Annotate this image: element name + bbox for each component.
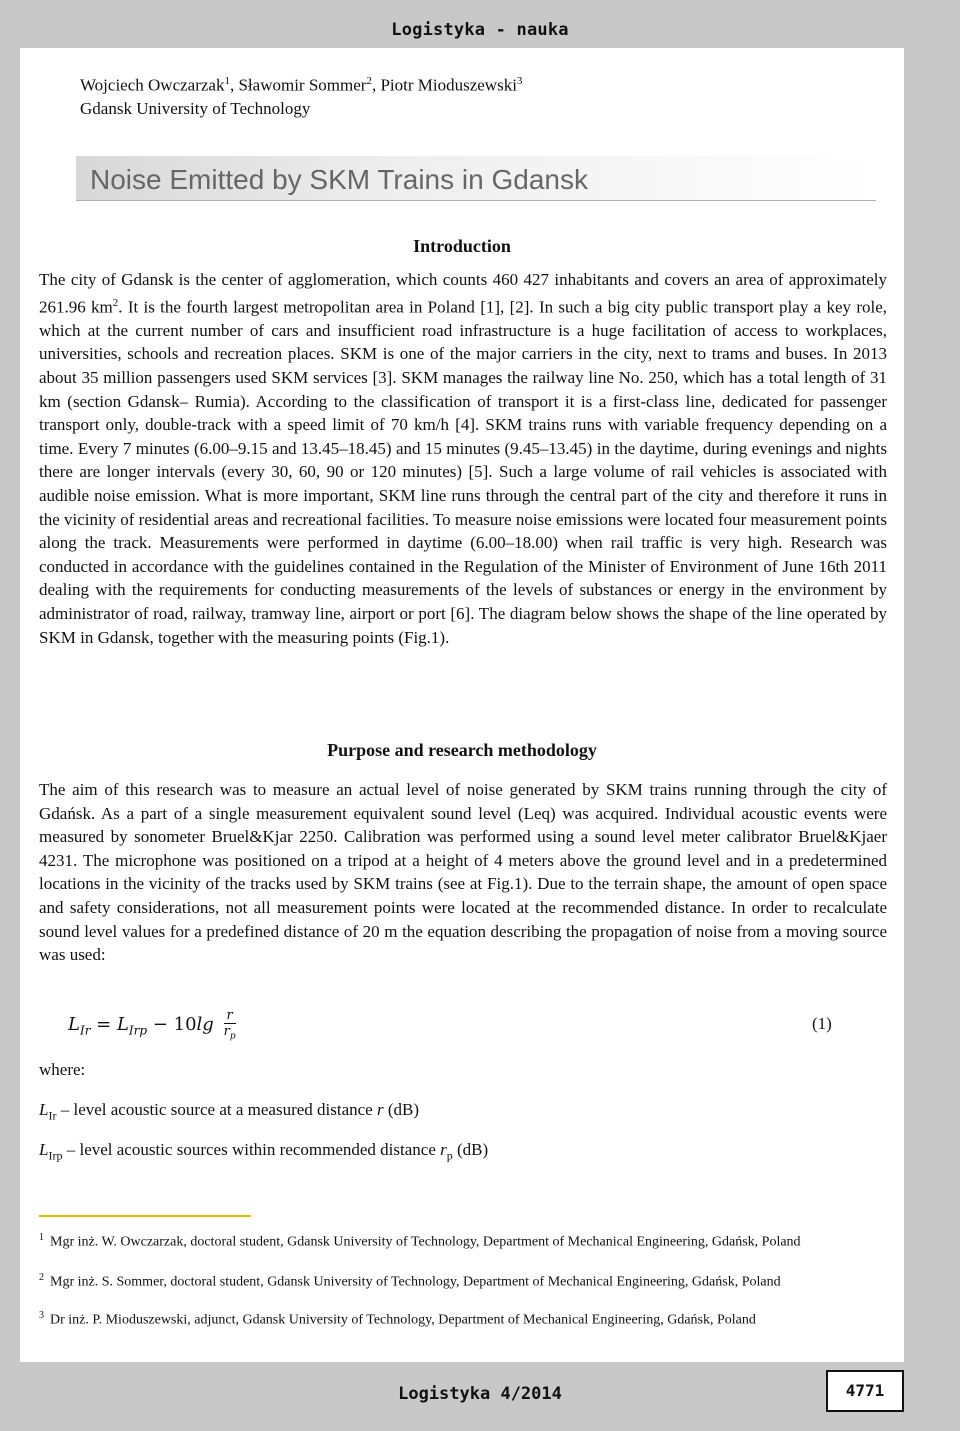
- intro-text: . It is the fourth largest metropolitan area in Poland [1], [2]. In such a big city public transport play a key role, which at the current number of cars and insufficient road infrastructure is a huge facilitation of access to workplaces, universities, schools and recreation places. SKM is one of the major carriers in the city, next to trams and buses. In 2013 about 35 million passengers used SKM services [3]. SKM manages the railway line No. 250, which has a total length of 31 km (section Gdansk– Rumia). According to the classification of transport it is a first-class line, dedicated for passenger transport only, double-track with a speed limit of 70 km/h [4]. SKM trains runs with variable frequency depending on a time. Every 7 minutes (6.00–9.15 and 13.45–18.45) and 15 minutes (9.45–13.45) in the daytime, during evenings and nights there are longer intervals (every 30, 60, 90 or 120 minutes) [5]. Such a large volume of rail vehicles is associated with audible noise emission. What is more important, SKM line runs through the central part of the city and therefore it runs in the vicinity of residential areas and recreational facilities. To measure noise emissions were located four measurement points along the track. Measurements were performed in daytime (6.00–18.00) when rail traffic is very high. Research was conducted in accordance with the guidelines contained in the Regulation of the Minister of Environment of June 16th 2011 dealing with the requirements for conducting measurements of the levels of substances or energy in the environment by administrator of road, railway, tramway line, airport or port [6]. The diagram below shows the shape of the line operated by SKM in Gdansk, together with the measuring points (Fig.1).: [39, 297, 887, 647]
- page-number: 4771: [826, 1370, 904, 1412]
- eq-subscript: Irp: [128, 1023, 148, 1038]
- intro-text: The city of Gdansk is the center of agglomeration, which counts 460 427 inhabitants and covers an area of approximately 261.96 km: [39, 270, 887, 317]
- where-label: where:: [39, 1060, 86, 1079]
- footnote-separator: [39, 1215, 251, 1217]
- author-name: Wojciech Owczarzak: [80, 75, 225, 95]
- superscript: 2: [112, 296, 119, 309]
- author-line: [80, 70, 522, 97]
- section-heading-methodology: Purpose and research methodology: [327, 740, 597, 760]
- author-name: , Piotr Mioduszewski: [371, 75, 517, 95]
- def-variable: r: [376, 1100, 384, 1119]
- footnote-text: Mgr inż. S. Sommer, doctoral student, Gdansk University of Technology, Department of Mechanical Engineering, Gdańsk, Poland: [50, 1274, 781, 1290]
- definition-2: [39, 1140, 488, 1163]
- footnote-text: Dr inż. P. Mioduszewski, adjunct, Gdansk University of Technology, Department of Mechanical Engineering, Gdańsk, Poland: [50, 1312, 756, 1328]
- eq-symbol: L: [68, 1013, 80, 1035]
- eq-subscript: p: [229, 1031, 236, 1042]
- footnote-text: Mgr inż. W. Owczarzak, doctoral student, Gdansk University of Technology, Department of Mechanical Engineering, Gdańsk, Poland: [50, 1234, 801, 1250]
- def-subscript: Irp: [48, 1148, 63, 1163]
- def-symbol: L: [39, 1140, 49, 1159]
- def-unit: (dB): [383, 1100, 420, 1119]
- footnote-number: 3: [39, 1310, 44, 1321]
- def-subscript: Ir: [48, 1108, 57, 1123]
- paper-title: Noise Emitted by SKM Trains in Gdansk: [90, 164, 588, 195]
- def-unit: (dB): [452, 1140, 489, 1159]
- footnote-number: 1: [39, 1232, 44, 1243]
- author-mark: 2: [366, 75, 372, 87]
- author-block: [80, 70, 522, 120]
- journal-header: [0, 0, 960, 48]
- footnote-2: [39, 1268, 887, 1292]
- eq-subscript: Ir: [79, 1023, 91, 1038]
- eq-fraction: [224, 1008, 236, 1042]
- eq-denominator: [224, 1024, 236, 1042]
- def-variable: r: [440, 1140, 447, 1159]
- definition-1: [39, 1100, 419, 1123]
- eq-numerator: r: [224, 1008, 236, 1024]
- intro-paragraph: [39, 268, 887, 649]
- journal-section-title: Logistyka - nauka: [391, 20, 569, 40]
- equation: [68, 1008, 236, 1042]
- eq-function: lg: [196, 1013, 214, 1035]
- affiliation: Gdansk University of Technology: [80, 98, 311, 118]
- author-name: , Sławomir Sommer: [229, 75, 367, 95]
- method-paragraph: The aim of this research was to measure an actual level of noise generated by SKM trains running through the city of Gdańsk. As a part of a single measurement equivalent sound level (Leq) was acquired. Individual acoustic events were measured by sonometer Bruel&Kjar 2250. Calibration was performed using a sound level meter calibrator Bruel&Kjaer 4231. The microphone was positioned on a tripod at a height of 4 meters above the ground level and in a predetermined locations in the vicinity of the tracks used by SKM trains (see at Fig.1). Due to the terrain shape, the amount of open space and safety considerations, not all measurement points were located at the recommended distance. In order to recalculate sound level values for a predefined distance of 20 m the equation describing the propagation of noise from a moving source was used:: [39, 780, 887, 965]
- equation-number: (1): [812, 1014, 832, 1033]
- paper-page: [20, 48, 904, 1362]
- footnote-number: 2: [39, 1272, 44, 1283]
- def-symbol: L: [39, 1100, 49, 1119]
- def-subscript: p: [446, 1148, 453, 1163]
- eq-operator: − 10: [147, 1013, 197, 1035]
- eq-operator: =: [90, 1013, 117, 1035]
- footnote-3: [39, 1306, 887, 1330]
- section-heading-introduction: Introduction: [413, 236, 511, 256]
- eq-symbol: r: [223, 1024, 230, 1039]
- def-text: – level acoustic source at a measured distance: [56, 1100, 377, 1119]
- author-mark: 1: [224, 75, 230, 87]
- title-band: [76, 156, 876, 201]
- footnote-1: [39, 1228, 887, 1252]
- eq-symbol: L: [116, 1013, 129, 1035]
- def-text: – level acoustic sources within recommended distance: [62, 1140, 441, 1159]
- footer-journal-issue: Logistyka 4/2014: [398, 1384, 562, 1404]
- author-mark: 3: [516, 75, 523, 87]
